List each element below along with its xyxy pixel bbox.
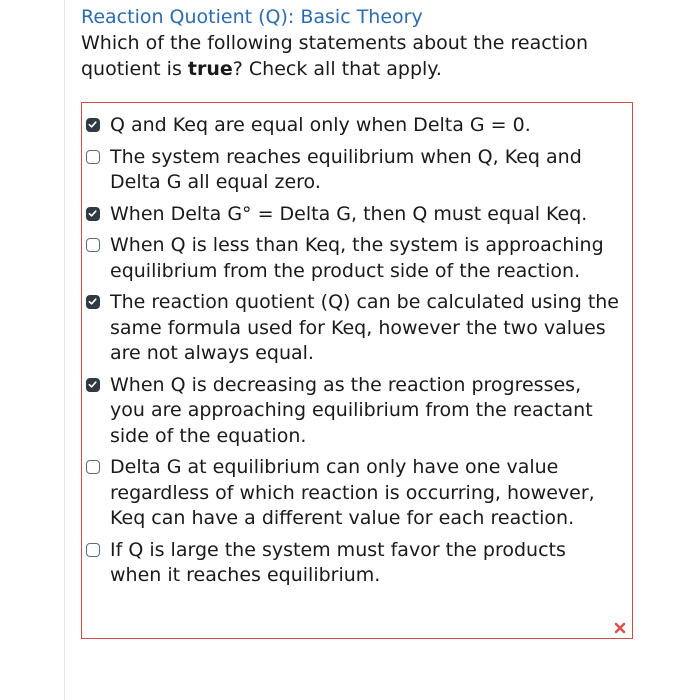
option-0[interactable] <box>82 113 632 139</box>
checkbox-1[interactable] <box>86 150 100 164</box>
question-prompt <box>81 30 641 82</box>
option-7[interactable] <box>82 538 632 589</box>
option-3[interactable] <box>82 233 632 284</box>
checkbox-5[interactable] <box>86 378 100 392</box>
question-title: Reaction Quotient (Q): Basic Theory <box>81 6 423 28</box>
checkbox-7[interactable] <box>86 543 100 557</box>
option-label: The reaction quotient (Q) can be calculated using the same formula used for Keq, however the two values are not always equal. <box>110 291 620 364</box>
option-label: When Q is less than Keq, the system is approaching equilibrium from the product side of the reaction. <box>110 234 604 282</box>
option-label: Q and Keq are equal only when Delta G = 0. <box>110 114 531 136</box>
checkbox-0[interactable] <box>86 118 100 132</box>
option-1[interactable] <box>82 145 632 196</box>
question-header <box>81 4 641 82</box>
options-list <box>82 113 632 595</box>
checkmark-icon <box>88 297 97 306</box>
checkmark-icon <box>88 380 97 389</box>
option-label: When Delta G° = Delta G, then Q must equal Keq. <box>110 202 588 225</box>
answer-box <box>81 102 633 639</box>
prompt-text: Which of the following statements about the reaction quotient is <box>81 32 589 80</box>
option-6[interactable] <box>82 455 632 532</box>
x-icon <box>614 622 626 634</box>
prompt-text-end: ? Check all that apply. <box>232 58 442 80</box>
checkmark-icon <box>88 120 97 129</box>
checkmark-icon <box>88 209 97 218</box>
checkbox-3[interactable] <box>86 238 100 252</box>
checkbox-2[interactable] <box>86 207 100 221</box>
option-label: Delta G at equilibrium can only have one value regardless of which reaction is occurring, however, Keq can have a different value for each reaction. <box>110 456 595 529</box>
checkbox-4[interactable] <box>86 295 100 309</box>
option-label: If Q is large the system must favor the products when it reaches equilibrium. <box>110 538 566 586</box>
option-label: When Q is decreasing as the reaction progresses, you are approaching equilibrium from the reactant side of the equation. <box>110 373 593 447</box>
page-divider <box>64 0 65 700</box>
option-label: The system reaches equilibrium when Q, Keq and Delta G all equal zero. <box>110 145 582 193</box>
option-2[interactable] <box>82 202 632 228</box>
option-5[interactable] <box>82 373 632 450</box>
checkbox-6[interactable] <box>86 460 100 474</box>
prompt-emphasis: true <box>187 58 233 80</box>
option-4[interactable] <box>82 290 632 367</box>
